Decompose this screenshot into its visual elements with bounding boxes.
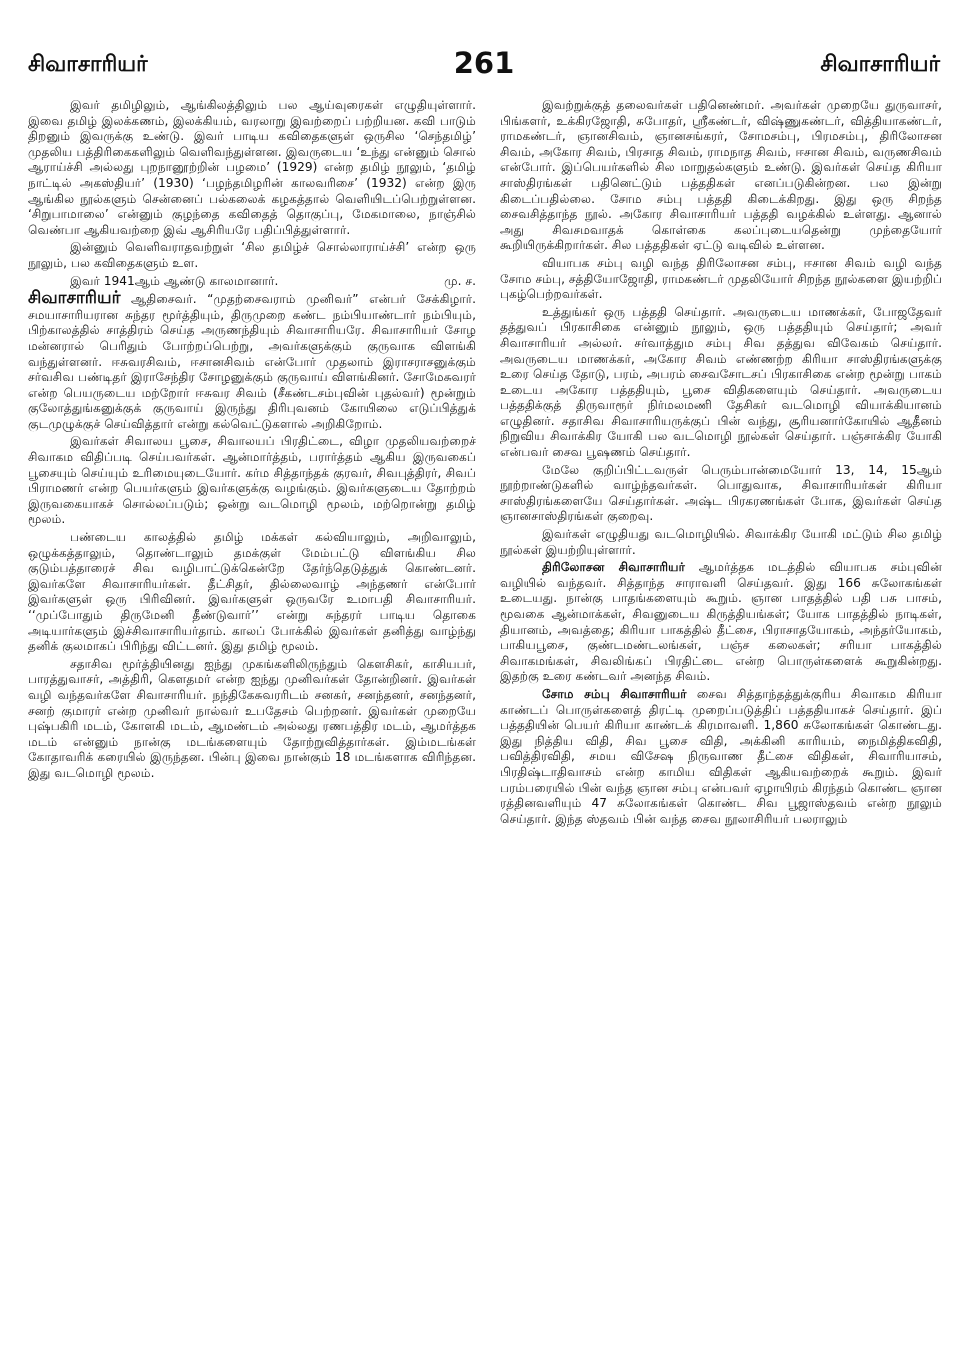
paragraph: இவற்றுக்குத் தலைவர்கள் பதினெண்மர். அவர்கள் முறையே துருவாசர், பிங்களர், உக்கிரஜோதி, சுபோதர், ஸ்ரீகண்டர், விஷ்ணுகண்டர், வித்தியாகண்டர், ராமகண்டர், ஞானசிவம், ஞானசங்கரர், சோமசம்பு, பிரமசம்பு, திரிலோசன சிவம், அகோர சிவம், பிரசாத சிவம், ராமநாத சிவம், ஈசான சிவம், வருணசிவம் என்போர். இப்பெயர்களில் சில மாறுதல்களும் உண்டு. இவர்கள் செய்த கிரியா சாஸ்திரங்கள் பதினெட்டும் பத்ததிகள் எனப்படுகின்றன. பல இன்று கிடைப்பதில்லை. சோம சம்பு பத்ததி கிடைக்கிறது. இது ஒரு சிறந்த சைவசித்தாந்த நூல். அகோர சிவாசாரியர் பத்ததி வழக்கில் உள்ளது. ஆனால் அது சிவசமவாதக் கொள்கை கலப்புடையதென்று முந்தையோர் கூறியிருக்கிறார்கள். சில பத்ததிகள் ஏட்டு வடிவில் உள்ளன. [500,98,942,253]
paragraph-text: ஆமர்த்தக மடத்தில் வியாபக சம்புவின் வழியில் வந்தவர். சித்தாந்த சாராவளி செய்தவர். இது 166 சுலோகங்கள் உடையது. நான்கு பாதங்களையும் கூறும். ஞான பாதத்தில் பதி பசு பாசம், மூவகை ஆன்மாக்கள், சிவனுடைய கிருத்தியங்கள்; யோக பாதத்தில் நாடிகள், தியானம், அவத்தை; கிரியா பாகத்தில் தீட்சை, பிராசாதயோகம், அந்தர்யோகம், பாகியபூசை, குண்டமண்டலங்கள், பஞ்ச கலைகள்; சரியா பாகத்தில் சிவாகமங்கள், சிவலிங்கப் பிரதிட்டை என்ற பொருள்களைக் கூறுகின்றது. இதற்கு உரை கண்டவர் அனந்த சிவம். [500,560,942,684]
paragraph: இவர் தமிழிலும், ஆங்கிலத்திலும் பல ஆய்வுரைகள் எழுதியுள்ளார். இவை தமிழ் இலக்கணம், இலக்கியம், வரலாறு இவற்றைப் பற்றியன. கவி பாடும் திறனும் இவருக்கு உண்டு. இவர் பாடிய கவிதைகளுள் ஒருசில ‘செந்தமிழ்’ முதலிய பத்திரிகைகளிலும் வெளிவந்துள்ளன. இவருடைய ‘உந்து என்னும் சொல் ஆராய்ச்சி அல்லது புறநானூற்றின் பழமை’ (1929) என்ற தமிழ் நூலும், ‘தமிழ் நாட்டில் அகஸ்தியர்’ (1930) ‘பழந்தமிழரின் காலவரிசை’ (1932) என்ற இரு ஆங்கில நூல்களும் சென்னைப் பல்கலைக் கழகத்தால் வெளியிடப்பெற்றுள்ளன. ‘சிறுபாமாலை’ என்னும் குழந்தை கவிதைத் தொகுப்பு, மேகமாலை, நாஞ்சில் வெண்பா ஆகியவற்றை இவ் ஆசிரியரே பதிப்பித்துள்ளார். [28,98,476,237]
page-number: 261 [453,46,515,80]
left-column [28,98,476,784]
right-column [500,98,942,829]
paragraph-text: ஆதிசைவர். “முதற்சைவராம் முனிவர்” என்பர் சேக்கிழார். சமயாசாரியரான சுந்தர மூர்த்தியும், திருமுறை கண்ட நம்பியாண்டார் நம்பியும், பிற்காலத்தில் சாத்திரம் செய்த அருணந்தியும் சிவாசாரியரே. சிவாசாரியர் சோழ மன்னரால் பெரிதும் போற்றப்பெற்று, அவர்களுக்கும் குருவாக விளங்கி வந்துள்ளனர். ஈசுவரசிவம், ஈசானசிவம் என்போர் முதலாம் இராசராசனுக்கும் சர்வசிவ பண்டிதர் இராசேந்திர சோழனுக்கும் குருவாய் விளங்கினர். சோமேசுவரர் என்ற பெயருடைய மற்றோர் ஈசுவர சிவம் (சீகண்டசம்புவின் புதல்வர்) மூன்றும் குலோத்துங்கனுக்குக் குருவாய் இருந்து திரிபுவனம் கோயிலை எடுப்பித்துக் குடமுழுக்குச் செய்வித்தார் என்று கல்வெட்டுகளால் அறிகிறோம். [28,292,476,431]
paragraph-text: இவர் 1941ஆம் ஆண்டு காலமானார். [70,273,279,288]
paragraph: வியாபக சம்பு வழி வந்த திரிலோசன சம்பு, ஈசான சிவம் வழி வந்த சோம சம்பு, சத்தியோஜோதி, ராமகண்டர் முதலியோர் சிறந்த நூல்களை இயற்றிப் புகழ்பெற்றவர்கள். [500,255,942,302]
paragraph: மேலே குறிப்பிட்டவருள் பெரும்பான்மையோர் 13, 14, 15ஆம் நூற்றாண்டுகளில் வாழ்ந்தவர்கள். பொதுவாக, சிவாசாரியர்கள் கிரியா சாஸ்திரங்களையே செய்தார்கள். அஷ்ட பிரகரணங்கள் போக, இவர்கள் செய்த ஞானசாஸ்திரங்கள் குறைவு. [500,462,942,524]
subentry-title: திரிலோசன சிவாசாரியர் [542,560,685,575]
running-head-right: சிவாசாரியர் [820,52,940,77]
subentry-title: சோம சம்பு சிவாசாரியர் [542,686,687,701]
paragraph-text: சைவ சித்தாந்தத்துக்குரிய சிவாகம கிரியா காண்டப் பொருள்களைத் திரட்டி முறைப்படுத்திப் பத்ததியாகச் செய்தார். இப் பத்ததியின் பெயர் கிரியா காண்டக் கிரமாவளி. 1,860 சுலோகங்கள் கொண்டது. இது நித்திய விதி, சிவ பூசை விதி, அக்கினி காரியம், நைமித்திகவிதி, பவித்திரவிதி, சமய விசேஷ நிருவாண தீட்சை விதிகள், சிவாரியாசம், பிரதிஷ்டாதிவாசம் என்ற காமிய விதிகள் ஆகியவற்றைக் கூறும். இவர் பரம்பரையில் பின் வந்த ஞான சம்பு என்பவர் ஏழாயிரம் கிரந்தம் கொண்ட ஞான ரத்தினவளியும் 47 சுலோகங்கள் கொண்ட சிவ பூஜாஸ்தவம் என்ற நூலும் செய்தார். இந்த ஸ்தவம் பின் வந்த சைவ நூலாசிரியர் பலராலும் [500,686,943,826]
paragraph: இவர்கள் சிவாலய பூசை, சிவாலயப் பிரதிட்டை, விழா முதலியவற்றைச் சிவாகம விதிப்படி செய்பவர்கள். ஆன்மார்த்தம், பரார்த்தம் ஆகிய இருவகைப் பூசையும் செய்யும் உரிமையுடையோர். கர்ம சித்தாந்தக் குரவர், சிவபுத்திரர், சிவப் பிராமணர் என்ற பெயர்களும் இவர்களுக்கு வழங்கும். இவர்களுடைய தோற்றம் இருவகையாகச் சொல்லப்படும்; ஒன்று வடமொழி மூலம், மற்றொன்று தமிழ் மூலம். [28,434,476,527]
running-head-left: சிவாசாரியர் [28,52,148,77]
paragraph [500,560,942,685]
paragraph [500,687,942,827]
paragraph: இன்னும் வெளிவராதவற்றுள் ‘சில தமிழ்ச் சொல்லாராய்ச்சி’ என்ற ஒரு நூலும், பல கவிதைகளும் உள. [28,240,476,270]
entry-paragraph [28,288,476,432]
paragraph: பண்டைய காலத்தில் தமிழ் மக்கள் கல்வியாலும், அறிவாலும், ஒழுக்கத்தாலும், தொண்டாலும் தமக்குள் மேம்பட்டு விளங்கிய சில குடும்பத்தாரைச் சிவ வழிபாட்டுக்கென்றே தேர்ந்தெடுத்துக் கொண்டனர். இவர்களே சிவாசாரியர்கள். தீட்சிதர், தில்லைவாழ் அந்தணர் என்போர் இவர்களுள் ஒரு பிரிவினர். இவர்களுள் ஒருவரே உமாபதி சிவாசாரியர். ‘‘முப்போதும் திருமேனி தீண்டுவார்’’ என்று சுந்தரர் பாடிய தொகை அடியார்களும் இச்சிவாசாரியர்தாம். காலப் போக்கில் இவர்கள் தனித்து வாழ்ந்து தனிக் குலமாகப் பிரிந்து விட்டனர். இது தமிழ் மூலம். [28,530,476,654]
paragraph: இவர்கள் எழுதியது வடமொழியில். சிவாக்கிர யோகி மட்டும் சில தமிழ் நூல்கள் இயற்றியுள்ளார். [500,527,942,557]
author-signature: மு. ச. [444,273,476,288]
paragraph [28,274,476,290]
page-header [28,46,940,86]
entry-title: சிவாசாரியர் [28,288,121,309]
paragraph: உத்துங்கர் ஒரு பத்ததி செய்தார். அவருடைய மாணக்கர், போஜதேவர் தத்துவப் பிரகாசிகை என்னும் நூலும், ஒரு பத்ததியும் செய்தார்; அவர் சிவாசாரியர் அல்லர். சர்வாத்தும சம்பு சிவ தத்துவ விவேகம் செய்தார். அவருடைய மாணக்கர், அகோர சிவம் எண்ணற்ற கிரியா சாஸ்திரங்களுக்கு உரை செய்த தோடு, பரம், அபரம் சைவசோடசப் பிரகாசிகை என்ற மூன்று பாகம் உடைய அகோர பத்ததியும், பூசை விதிகளையும் செய்தார். அவருடைய பத்ததிக்குத் திருவாரூர் நிர்மலமணி தேசிகர் வடமொழி வியாக்கியானம் எழுதினர். சதாசிவ சிவாசாரியருக்குப் பின் வந்து, சூரியனார்கோயில் ஆதீனம் நிறுவிய சிவாக்கிர யோகி பல வடமொழி நூல்கள் செய்தார். பஞ்சாக்கிர யோகி என்பவர் சைவ பூஷணம் செய்தார். [500,304,942,460]
paragraph: சதாசிவ மூர்த்தியினது ஐந்து முகங்களிலிருந்தும் கௌசிகர், காசியபர், பாரத்துவாசர், அத்திரி, கௌதமர் என்ற ஐந்து முனிவர்கள் தோன்றினர். இவர்கள் வழி வந்தவர்களே சிவாசாரியர். நந்திகேசுவரரிடம் சனகர், சனந்தனர், சனந்தனர், சனற் குமாரர் என்ற முனிவர் நால்வர் உபதேசம் பெற்றனர். இவர்கள் முறையே புஷ்பகிரி மடம், கோளகி மடம், ஆமண்டம் அல்லது ரணபத்திர மடம், ஆமர்த்தக மடம் என்னும் நான்கு மடங்களையும் தோற்றுவித்தார்கள். இம்மடங்கள் கோதாவரிக் கரையில் இருந்தன. பின்பு இவை நான்கும் 18 மடங்களாக விரிந்தன. இது வடமொழி மூலம். [28,656,476,780]
